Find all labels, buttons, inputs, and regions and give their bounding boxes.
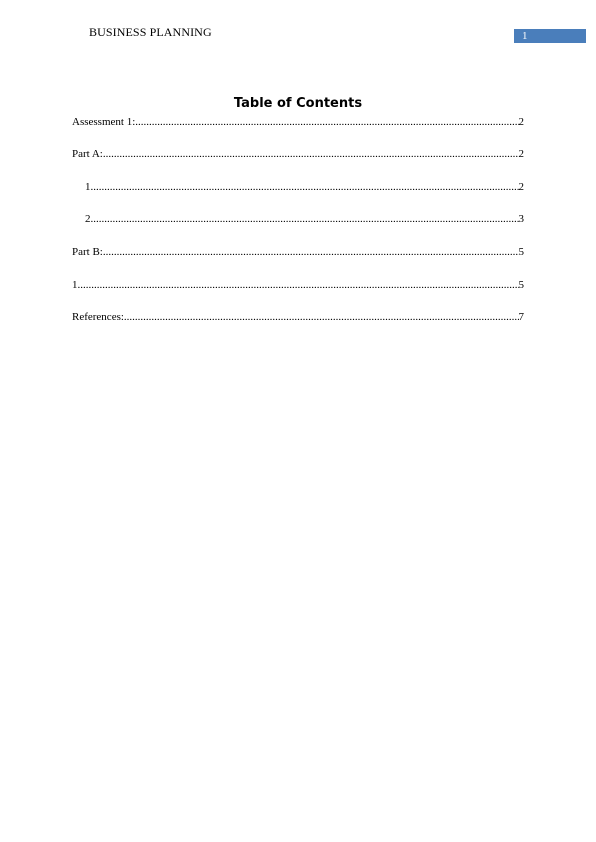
toc-dot-leader (103, 147, 519, 161)
toc-dot-leader (103, 245, 519, 259)
toc-dot-leader (135, 115, 518, 129)
toc-entry-part-a-2[interactable] (72, 212, 524, 226)
toc-entry-page: 5 (518, 279, 524, 291)
toc-entry-label: 2. (85, 213, 94, 225)
page-number: 1 (522, 30, 528, 42)
toc-entry-page: 2 (518, 116, 524, 128)
toc-entry-page: 2 (518, 181, 524, 193)
toc-dot-leader (80, 278, 518, 292)
toc-entry-label: 1. (72, 279, 81, 291)
toc-entry-part-b-1[interactable] (72, 278, 524, 292)
page-number-badge (514, 29, 586, 43)
toc-entry-page: 3 (518, 213, 524, 225)
toc-entry-page: 7 (518, 311, 524, 323)
toc-entry-part-b[interactable] (72, 245, 524, 259)
toc-entry-label: Assessment 1: (72, 116, 136, 128)
toc-entry-part-a[interactable] (72, 147, 524, 161)
running-header-title: BUSINESS PLANNING (89, 25, 212, 39)
toc-dot-leader (93, 212, 518, 226)
toc-entry-label: Part A: (72, 148, 103, 160)
toc-entry-label: Part B: (72, 246, 103, 258)
toc-heading: Table of Contents (233, 96, 363, 111)
toc-entry-label: References: (72, 311, 124, 323)
toc-entry-references[interactable] (72, 310, 524, 324)
toc-entry-page: 5 (518, 246, 524, 258)
toc-entry-part-a-1[interactable] (72, 180, 524, 194)
toc-dot-leader (124, 310, 519, 324)
toc-entry-assessment-1[interactable] (72, 115, 524, 129)
toc-dot-leader (93, 180, 518, 194)
toc-entry-label: 1. (85, 181, 94, 193)
toc-entry-page: 2 (518, 148, 524, 160)
